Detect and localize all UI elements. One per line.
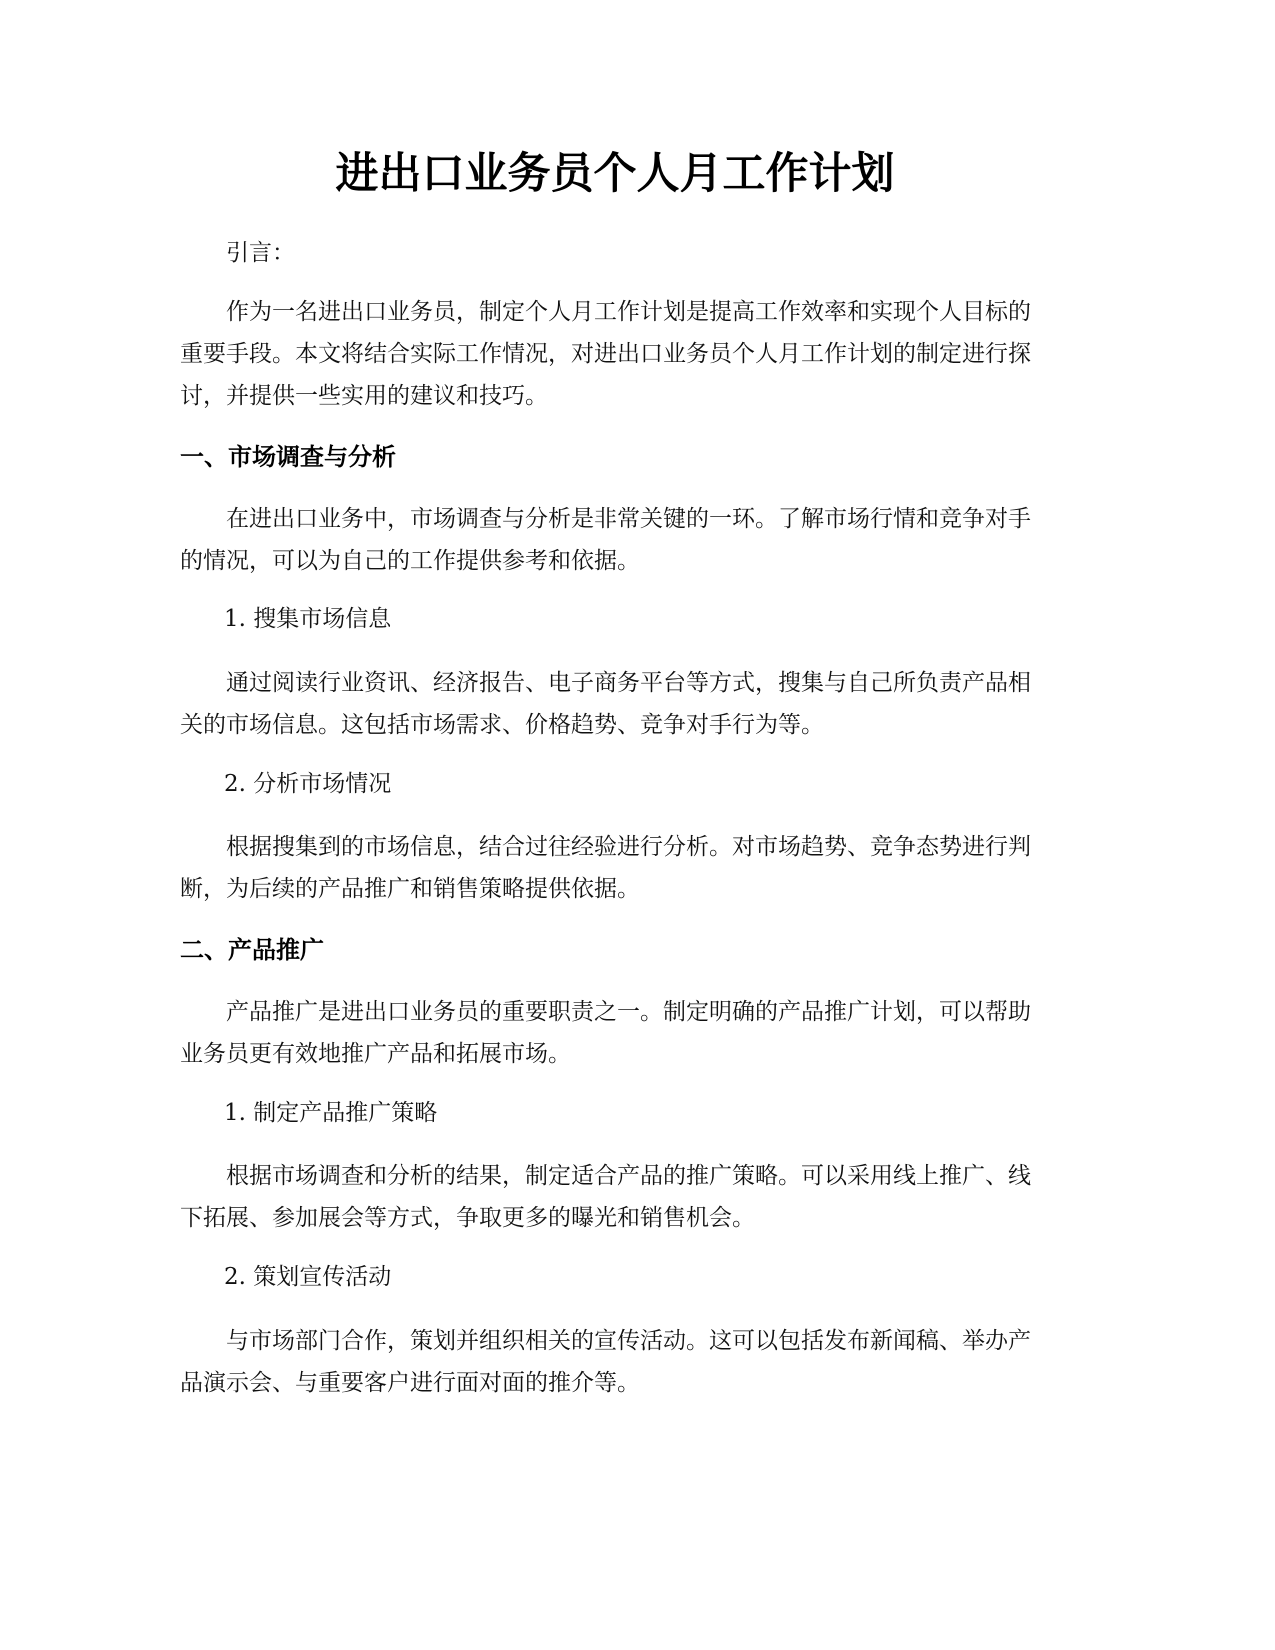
section-paragraph: 根据市场调查和分析的结果，制定适合产品的推广策略。可以采用线上推广、线下拓展、参加展会等方式，争取更多的曝光和销售机会。 — [180, 1163, 1031, 1231]
subsection-title: 1. 制定产品推广策略 — [224, 1100, 438, 1126]
intro-label: 引言： — [226, 240, 295, 266]
section-heading-promotion: 二、产品推广 — [180, 936, 324, 964]
subsection-title: 2. 策划宣传活动 — [224, 1264, 392, 1290]
section-paragraph: 通过阅读行业资讯、经济报告、电子商务平台等方式，搜集与自己所负责产品相关的市场信息。这包括市场需求、价格趋势、竞争对手行为等。 — [180, 670, 1031, 738]
section-paragraph: 与市场部门合作，策划并组织相关的宣传活动。这可以包括发布新闻稿、举办产品演示会、与重要客户进行面对面的推介等。 — [180, 1328, 1031, 1396]
section-paragraph: 在进出口业务中，市场调查与分析是非常关键的一环。了解市场行情和竞争对手的情况，可以为自己的工作提供参考和依据。 — [180, 506, 1031, 574]
subsection-title: 1. 搜集市场信息 — [224, 606, 392, 632]
section-heading-market: 一、市场调查与分析 — [180, 443, 396, 471]
section-paragraph: 根据搜集到的市场信息，结合过往经验进行分析。对市场趋势、竞争态势进行判断，为后续的产品推广和销售策略提供依据。 — [180, 834, 1031, 902]
document-title: 进出口业务员个人月工作计划 — [335, 149, 895, 199]
subsection-title: 2. 分析市场情况 — [224, 771, 392, 797]
section-paragraph: 产品推广是进出口业务员的重要职责之一。制定明确的产品推广计划，可以帮助业务员更有效地推广产品和拓展市场。 — [180, 999, 1031, 1067]
intro-paragraph: 作为一名进出口业务员，制定个人月工作计划是提高工作效率和实现个人目标的重要手段。本文将结合实际工作情况，对进出口业务员个人月工作计划的制定进行探讨，并提供一些实用的建议和技巧。 — [180, 299, 1031, 409]
